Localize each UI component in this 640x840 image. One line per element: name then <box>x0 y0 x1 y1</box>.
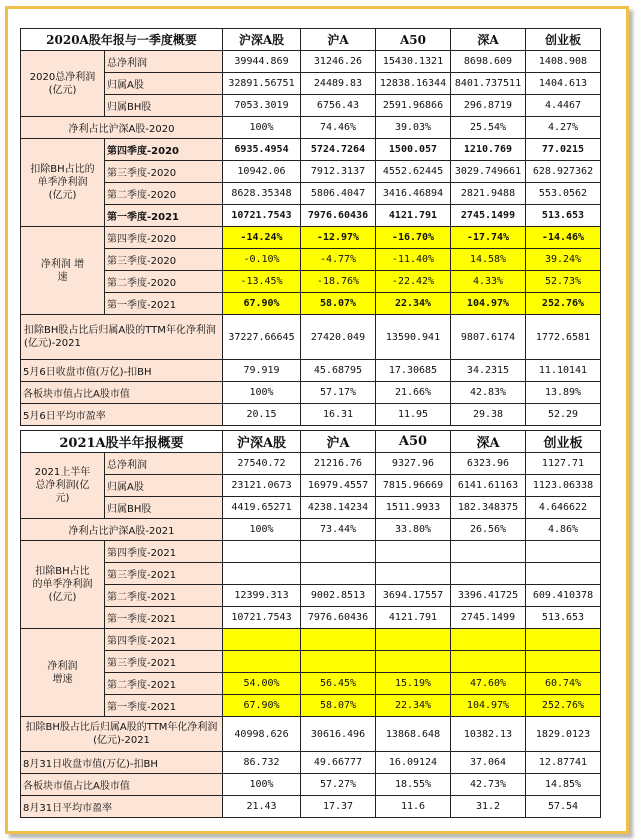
table-row <box>21 73 601 95</box>
table-row <box>21 117 601 139</box>
cell: 7976.60436 <box>301 607 376 629</box>
cell <box>451 563 526 585</box>
cell: -4.77% <box>301 249 376 271</box>
cell: 9807.6174 <box>451 315 526 360</box>
cell: 8401.737511 <box>451 73 526 95</box>
cell <box>301 563 376 585</box>
cell: 553.0562 <box>526 183 601 205</box>
cell: 2745.1499 <box>451 205 526 227</box>
cell: 22.34% <box>376 293 451 315</box>
cell: 4.27% <box>526 117 601 139</box>
table-row <box>21 382 601 404</box>
cell: 58.07% <box>301 293 376 315</box>
cell: 9327.96 <box>376 453 451 475</box>
table-row <box>21 585 601 607</box>
cell <box>376 563 451 585</box>
cell: 13868.648 <box>376 717 451 752</box>
cell: 10721.7543 <box>223 607 301 629</box>
cell: 3029.749661 <box>451 161 526 183</box>
table-row <box>21 607 601 629</box>
cell: 26.56% <box>451 519 526 541</box>
row-label: 第一季度-2021 <box>105 607 223 629</box>
cell: 47.60% <box>451 673 526 695</box>
table-row <box>21 227 601 249</box>
cell: 252.76% <box>526 293 601 315</box>
cell: 2745.1499 <box>451 607 526 629</box>
cell: 57.17% <box>301 382 376 404</box>
cell: 40998.626 <box>223 717 301 752</box>
cell: 11.10141 <box>526 360 601 382</box>
col-header: A50 <box>376 431 451 453</box>
cell: 609.410378 <box>526 585 601 607</box>
cell <box>223 563 301 585</box>
cell: 58.07% <box>301 695 376 717</box>
cell: 252.76% <box>526 695 601 717</box>
table-row <box>21 629 601 651</box>
row-label: 总净利润 <box>105 453 223 475</box>
cell: 6323.96 <box>451 453 526 475</box>
cell: 21.43 <box>223 796 301 818</box>
table-row <box>21 183 601 205</box>
cell: -14.24% <box>223 227 301 249</box>
cell: 1408.908 <box>526 51 601 73</box>
cell: 52.73% <box>526 271 601 293</box>
table-row <box>21 774 601 796</box>
cell: 100% <box>223 774 301 796</box>
cell: 1772.6581 <box>526 315 601 360</box>
cell: 7976.60436 <box>301 205 376 227</box>
cell: 67.90% <box>223 293 301 315</box>
row-label: 5月6日平均市盈率 <box>21 404 223 426</box>
cell: 60.74% <box>526 673 601 695</box>
table-row <box>21 360 601 382</box>
cell: 42.83% <box>451 382 526 404</box>
cell: 31.2 <box>451 796 526 818</box>
table-row <box>21 519 601 541</box>
cell: -12.97% <box>301 227 376 249</box>
table-title: 2021A股半年报概要 <box>21 431 223 453</box>
cell: 21.66% <box>376 382 451 404</box>
table-row <box>21 293 601 315</box>
cell: 24489.83 <box>301 73 376 95</box>
table-row <box>21 497 601 519</box>
cell <box>526 541 601 563</box>
cell: 10942.06 <box>223 161 301 183</box>
cell: 74.46% <box>301 117 376 139</box>
cell: -18.76% <box>301 271 376 293</box>
cell: 10721.7543 <box>223 205 301 227</box>
cell: 11.95 <box>376 404 451 426</box>
table-row <box>21 249 601 271</box>
cell: 73.44% <box>301 519 376 541</box>
cell: 6935.4954 <box>223 139 301 161</box>
cell: 17.37 <box>301 796 376 818</box>
cell: 29.38 <box>451 404 526 426</box>
cell: 45.68795 <box>301 360 376 382</box>
row-label: 第一季度-2021 <box>105 205 223 227</box>
cell <box>451 541 526 563</box>
table-row <box>21 161 601 183</box>
cell: -0.10% <box>223 249 301 271</box>
cell: 104.97% <box>451 293 526 315</box>
cell: 15430.1321 <box>376 51 451 73</box>
cell: -13.45% <box>223 271 301 293</box>
row-label: 第二季度-2021 <box>105 673 223 695</box>
cell: 30616.496 <box>301 717 376 752</box>
cell: 7053.3019 <box>223 95 301 117</box>
cell: 513.653 <box>526 607 601 629</box>
cell: 4121.791 <box>376 607 451 629</box>
cell: 12399.313 <box>223 585 301 607</box>
cell: 100% <box>223 117 301 139</box>
cell: 1210.769 <box>451 139 526 161</box>
row-label: 8月31日收盘市值(万亿)-扣BH <box>21 752 223 774</box>
cell: -16.70% <box>376 227 451 249</box>
table-row <box>21 563 601 585</box>
cell: 628.927362 <box>526 161 601 183</box>
table-row <box>21 95 601 117</box>
cell: 39944.869 <box>223 51 301 73</box>
cell: 4552.62445 <box>376 161 451 183</box>
cell: 79.919 <box>223 360 301 382</box>
table-row <box>21 139 601 161</box>
cell: 25.54% <box>451 117 526 139</box>
cell: 16.31 <box>301 404 376 426</box>
table-row <box>21 475 601 497</box>
cell: 1500.057 <box>376 139 451 161</box>
cell <box>376 629 451 651</box>
row-label: 归属A股 <box>105 73 223 95</box>
row-label: 5月6日收盘市值(万亿)-扣BH <box>21 360 223 382</box>
cell: 56.45% <box>301 673 376 695</box>
row-label: 归属BH股 <box>105 95 223 117</box>
cell: 14.58% <box>451 249 526 271</box>
row-label: 第二季度-2020 <box>105 271 223 293</box>
cell: 34.2315 <box>451 360 526 382</box>
cell: 37.064 <box>451 752 526 774</box>
col-header: 沪A <box>301 29 376 51</box>
row-label: 扣除BH股占比后归属A股的TTM年化净利润(亿元)-2021 <box>21 717 223 752</box>
cell: 3416.46894 <box>376 183 451 205</box>
cell <box>451 629 526 651</box>
cell <box>301 629 376 651</box>
cell: 9002.8513 <box>301 585 376 607</box>
row-label: 第三季度-2020 <box>105 249 223 271</box>
cell: 4121.791 <box>376 205 451 227</box>
cell: 13590.941 <box>376 315 451 360</box>
cell <box>223 651 301 673</box>
table-row <box>21 695 601 717</box>
group-label: 2021上半年 总净利润(亿 元) <box>21 453 105 519</box>
cell: 15.19% <box>376 673 451 695</box>
cell: 54.00% <box>223 673 301 695</box>
group-label: 2020总净利润 (亿元) <box>21 51 105 117</box>
row-label: 净利占比沪深A股-2021 <box>21 519 223 541</box>
cell: 42.73% <box>451 774 526 796</box>
cell <box>526 563 601 585</box>
table-row <box>21 796 601 818</box>
cell: 8628.35348 <box>223 183 301 205</box>
col-header: 创业板 <box>526 29 601 51</box>
table-row <box>21 651 601 673</box>
cell: 17.30685 <box>376 360 451 382</box>
cell <box>223 541 301 563</box>
cell: 4.86% <box>526 519 601 541</box>
cell: 39.03% <box>376 117 451 139</box>
cell: 3694.17557 <box>376 585 451 607</box>
cell: 57.27% <box>301 774 376 796</box>
group-label: 扣除BH占比 的单季净利润 (亿元) <box>21 541 105 629</box>
cell: 67.90% <box>223 695 301 717</box>
cell: 16.09124 <box>376 752 451 774</box>
cell: 6141.61163 <box>451 475 526 497</box>
cell <box>376 541 451 563</box>
cell: 32891.56751 <box>223 73 301 95</box>
cell: 10382.13 <box>451 717 526 752</box>
cell: 37227.66645 <box>223 315 301 360</box>
row-label: 第四季度-2021 <box>105 629 223 651</box>
cell: 31246.26 <box>301 51 376 73</box>
row-label: 各板块市值占比A股市值 <box>21 382 223 404</box>
group-label: 净利润 增 速 <box>21 227 105 315</box>
cell: 33.80% <box>376 519 451 541</box>
col-header: 沪A <box>301 431 376 453</box>
table-2021-half-year <box>20 430 601 818</box>
cell: 49.66777 <box>301 752 376 774</box>
cell: 18.55% <box>376 774 451 796</box>
cell: 104.97% <box>451 695 526 717</box>
cell <box>223 629 301 651</box>
cell: 3396.41725 <box>451 585 526 607</box>
row-label: 归属A股 <box>105 475 223 497</box>
cell: 6756.43 <box>301 95 376 117</box>
col-header: A50 <box>376 29 451 51</box>
cell: 182.348375 <box>451 497 526 519</box>
cell: 8698.609 <box>451 51 526 73</box>
cell: 100% <box>223 519 301 541</box>
cell: 11.6 <box>376 796 451 818</box>
cell: 296.8719 <box>451 95 526 117</box>
cell: 16979.4557 <box>301 475 376 497</box>
group-label: 扣除BH占比的 单季净利润 (亿元) <box>21 139 105 227</box>
row-label: 第三季度-2021 <box>105 651 223 673</box>
cell: -22.42% <box>376 271 451 293</box>
table-row <box>21 404 601 426</box>
row-label: 第二季度-2021 <box>105 585 223 607</box>
row-label: 第四季度-2020 <box>105 139 223 161</box>
cell: 20.15 <box>223 404 301 426</box>
row-label: 第一季度-2021 <box>105 695 223 717</box>
cell: 100% <box>223 382 301 404</box>
cell: 14.85% <box>526 774 601 796</box>
cell <box>526 651 601 673</box>
row-label: 归属BH股 <box>105 497 223 519</box>
cell: 1404.613 <box>526 73 601 95</box>
group-label: 净利润 增速 <box>21 629 105 717</box>
cell <box>301 541 376 563</box>
table-row <box>21 717 601 752</box>
cell: 2591.96866 <box>376 95 451 117</box>
row-label: 净利占比沪深A股-2020 <box>21 117 223 139</box>
header-row <box>21 29 601 51</box>
cell: 22.34% <box>376 695 451 717</box>
cell: 7815.96669 <box>376 475 451 497</box>
table-row <box>21 752 601 774</box>
cell: 21216.76 <box>301 453 376 475</box>
row-label: 第三季度-2020 <box>105 161 223 183</box>
col-header: 沪深A股 <box>223 29 301 51</box>
cell: -17.74% <box>451 227 526 249</box>
cell: 4.4467 <box>526 95 601 117</box>
cell: 2821.9488 <box>451 183 526 205</box>
cell: 86.732 <box>223 752 301 774</box>
cell <box>451 651 526 673</box>
cell: 12838.16344 <box>376 73 451 95</box>
cell: 39.24% <box>526 249 601 271</box>
row-label: 第四季度-2020 <box>105 227 223 249</box>
table-row <box>21 673 601 695</box>
cell: 52.29 <box>526 404 601 426</box>
cell: 513.653 <box>526 205 601 227</box>
cell: 1511.9933 <box>376 497 451 519</box>
table-row <box>21 453 601 475</box>
cell: 7912.3137 <box>301 161 376 183</box>
cell: 1123.06338 <box>526 475 601 497</box>
table-title: 2020A股年报与一季度概要 <box>21 29 223 51</box>
row-label: 第四季度-2021 <box>105 541 223 563</box>
cell <box>376 651 451 673</box>
cell: 4238.14234 <box>301 497 376 519</box>
cell: 77.0215 <box>526 139 601 161</box>
col-header: 深A <box>451 431 526 453</box>
header-row <box>21 431 601 453</box>
table-row <box>21 271 601 293</box>
table-row <box>21 51 601 73</box>
cell: 23121.0673 <box>223 475 301 497</box>
cell: -14.46% <box>526 227 601 249</box>
cell: 12.87741 <box>526 752 601 774</box>
row-label: 第三季度-2021 <box>105 563 223 585</box>
cell: 4419.65271 <box>223 497 301 519</box>
cell: 1127.71 <box>526 453 601 475</box>
cell: 5806.4047 <box>301 183 376 205</box>
cell: 27420.049 <box>301 315 376 360</box>
cell: 5724.7264 <box>301 139 376 161</box>
table-row <box>21 205 601 227</box>
row-label: 第一季度-2021 <box>105 293 223 315</box>
col-header: 创业板 <box>526 431 601 453</box>
cell: 57.54 <box>526 796 601 818</box>
row-label: 总净利润 <box>105 51 223 73</box>
cell: 4.33% <box>451 271 526 293</box>
col-header: 深A <box>451 29 526 51</box>
col-header: 沪深A股 <box>223 431 301 453</box>
row-label: 第二季度-2020 <box>105 183 223 205</box>
cell <box>301 651 376 673</box>
table-row <box>21 315 601 360</box>
cell <box>526 629 601 651</box>
row-label: 扣除BH股占比后归属A股的TTM年化净利润(亿元)-2021 <box>21 315 223 360</box>
cell: 13.89% <box>526 382 601 404</box>
table-row <box>21 541 601 563</box>
cell: 27540.72 <box>223 453 301 475</box>
cell: 1829.0123 <box>526 717 601 752</box>
row-label: 各板块市值占比A股市值 <box>21 774 223 796</box>
row-label: 8月31日平均市盈率 <box>21 796 223 818</box>
table-2020-annual-q1 <box>20 28 601 426</box>
cell: 4.646622 <box>526 497 601 519</box>
cell: -11.40% <box>376 249 451 271</box>
